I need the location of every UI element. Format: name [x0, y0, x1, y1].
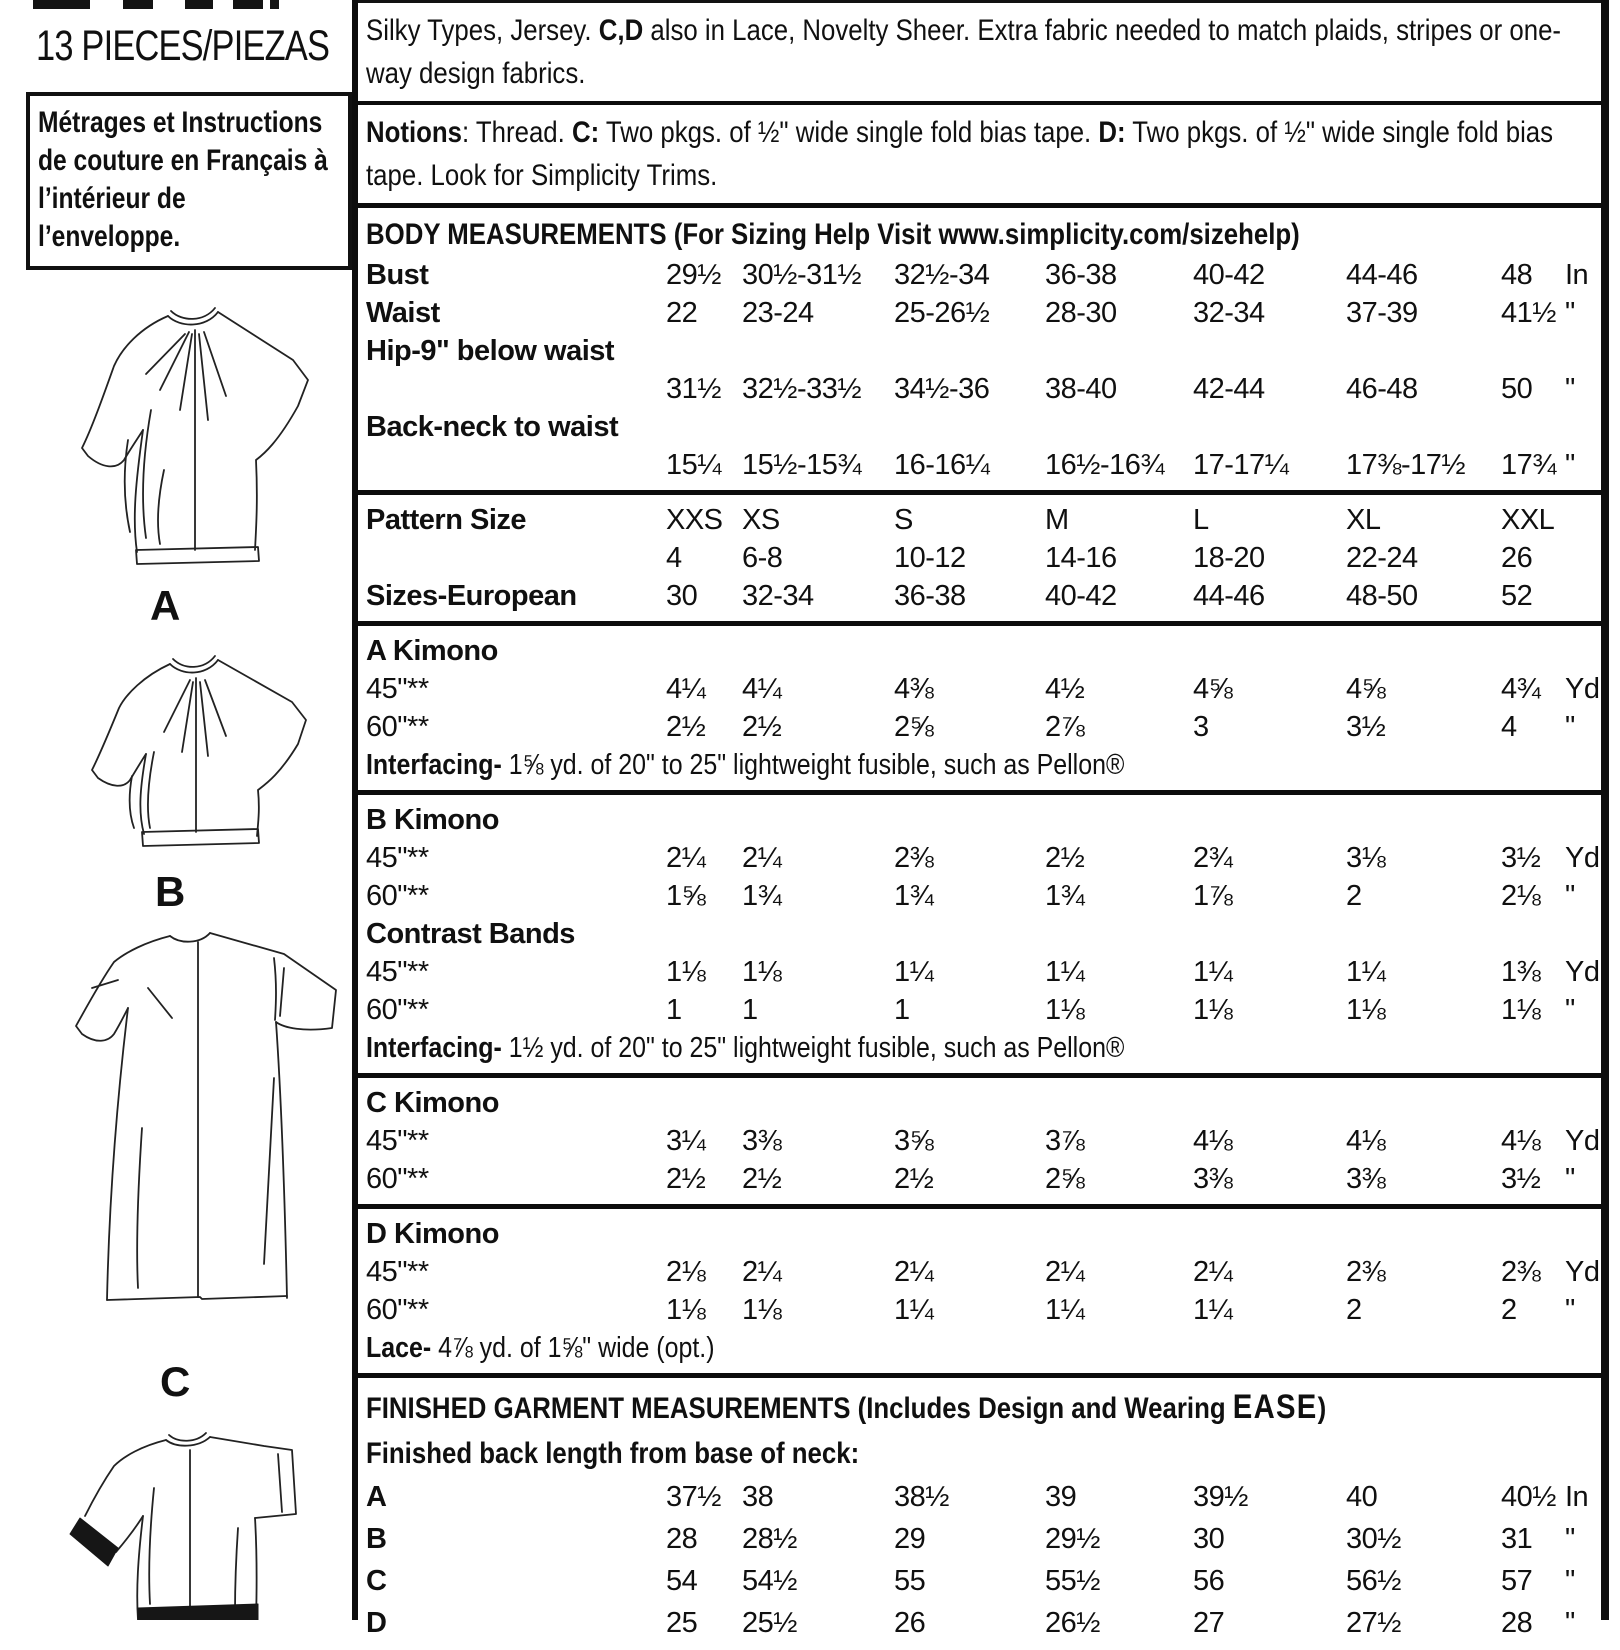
- cell-value: 1¼: [1045, 955, 1085, 988]
- cell-value: 4: [1501, 710, 1517, 743]
- cell-value: 32½-34: [894, 258, 990, 291]
- unit-cell: ": [1565, 448, 1575, 481]
- unit-cell: ": [1565, 993, 1575, 1026]
- table-row: [366, 953, 1600, 991]
- cell-value: 1¼: [894, 955, 934, 988]
- table-subheading-row: [366, 332, 1597, 370]
- row-label: Contrast Bands: [366, 917, 575, 950]
- cell-value: 54: [666, 1564, 698, 1597]
- cell-value: 55: [894, 1564, 926, 1597]
- cell-value: 1⅝: [666, 879, 706, 912]
- cell-value: 3¼: [666, 1124, 706, 1157]
- cell-value: 22: [666, 296, 698, 329]
- unit-cell: ": [1565, 1162, 1575, 1195]
- cell-value: 57: [1501, 1564, 1533, 1597]
- unit-cell: Yd: [1565, 1255, 1600, 1288]
- fabric-note: [358, 3, 1601, 105]
- interfacing-note: Interfacing- 1⅝ yd. of 20" to 25" lightweight fusible, such as Pellon®: [366, 748, 1125, 781]
- table-row: [366, 670, 1600, 708]
- table-row: [366, 877, 1597, 915]
- unit-cell: ": [1565, 1293, 1575, 1326]
- right-border: [1601, 0, 1609, 1620]
- row-label: Sizes-European: [366, 579, 577, 612]
- cell-value: 1⅛: [1045, 993, 1085, 1026]
- french-line: de couture en Français à: [38, 144, 328, 177]
- cell-value: 1: [742, 993, 758, 1026]
- cell-value: 48: [1501, 258, 1533, 291]
- cell-value: 23-24: [742, 296, 814, 329]
- cell-value: 39½: [1193, 1480, 1248, 1513]
- cell-value: 2: [1501, 1293, 1517, 1326]
- cell-value: 25½: [742, 1606, 797, 1639]
- table-row: [366, 539, 1597, 577]
- cell-value: 2⅜: [894, 841, 934, 874]
- cell-value: 29: [894, 1522, 926, 1555]
- body-measurements-table: [366, 256, 1597, 484]
- view-b-yardage-section: [358, 795, 1601, 1078]
- table-row: [366, 1160, 1597, 1198]
- table-row: [366, 256, 1597, 294]
- cell-value: 1: [894, 993, 910, 1026]
- french-instructions-box: [26, 92, 352, 270]
- garment-c-illustration: [52, 928, 346, 1340]
- pattern-size-table: [366, 501, 1597, 615]
- row-label: 45"**: [366, 955, 429, 988]
- table-row: [366, 1560, 1597, 1602]
- cell-value: 3⅜: [1346, 1162, 1386, 1195]
- row-label: Hip-9" below waist: [366, 334, 615, 367]
- body-measurements-section: [358, 208, 1601, 495]
- cropped-text-fragment: [185, 0, 213, 9]
- finished-subtitle: Finished back length from base of neck:: [366, 1437, 860, 1470]
- cell-value: M: [1045, 503, 1069, 536]
- cell-value: 4½: [1045, 672, 1085, 705]
- cell-value: 2⅜: [1501, 1255, 1541, 1288]
- cell-value: 15¼: [666, 448, 721, 481]
- cell-value: 1¼: [894, 1293, 934, 1326]
- cell-value: 2⅜: [1346, 1255, 1386, 1288]
- notions-note: [358, 105, 1601, 208]
- cell-value: 1¾: [1045, 879, 1085, 912]
- cell-value: 41½: [1501, 296, 1556, 329]
- yardage-table: [366, 839, 1600, 1029]
- cell-value: 37-39: [1346, 296, 1418, 329]
- table-row: [366, 577, 1597, 615]
- cell-value: 36-38: [1045, 258, 1117, 291]
- cell-value: 1¾: [742, 879, 782, 912]
- unit-cell: ": [1565, 1564, 1575, 1597]
- cell-value: 38½: [894, 1480, 949, 1513]
- cell-value: 2½: [1045, 841, 1085, 874]
- french-line: l’intérieur de: [38, 182, 186, 215]
- cell-value: 3⅞: [1045, 1124, 1085, 1157]
- cell-value: 16-16¼: [894, 448, 990, 481]
- cell-value: 1⅛: [742, 955, 782, 988]
- cell-value: 26: [1501, 541, 1533, 574]
- view-a-label: A: [150, 582, 181, 629]
- section-heading: B Kimono: [366, 803, 499, 836]
- cell-value: 32½-33½: [742, 372, 862, 405]
- cell-value: 44-46: [1193, 579, 1265, 612]
- cell-value: 1: [666, 993, 682, 1026]
- cell-value: 2¼: [742, 841, 782, 874]
- cell-value: 14-16: [1045, 541, 1117, 574]
- notions-text: Notions: Thread. C: Two pkgs. of ½" wide single fold bias tape. D: Two pkgs. of ½" wide single fold bias tape. Look for Simplicity Trims.: [366, 116, 1554, 192]
- cell-value: 56½: [1346, 1564, 1401, 1597]
- view-c-label: C: [160, 1358, 191, 1405]
- cell-value: 2½: [666, 1162, 706, 1195]
- cell-value: 3½: [1501, 841, 1541, 874]
- lace-note: Lace- 4⅞ yd. of 1⅝" wide (opt.): [366, 1331, 715, 1364]
- table-row: [366, 294, 1597, 332]
- cell-value: 42-44: [1193, 372, 1265, 405]
- view-c-yardage-section: [358, 1078, 1601, 1209]
- cell-value: 3½: [1501, 1162, 1541, 1195]
- cell-value: 40-42: [1045, 579, 1117, 612]
- view-d-yardage-section: [358, 1209, 1601, 1378]
- cell-value: 38-40: [1045, 372, 1117, 405]
- cell-value: 1¼: [1193, 955, 1233, 988]
- garment-d-illustration: [58, 1428, 310, 1620]
- row-label: A: [366, 1480, 387, 1513]
- cell-value: 2¼: [1193, 1255, 1233, 1288]
- cell-value: 40: [1346, 1480, 1378, 1513]
- section-heading: D Kimono: [366, 1217, 499, 1250]
- unit-cell: Yd: [1565, 955, 1600, 988]
- row-label: 60"**: [366, 879, 429, 912]
- unit-cell: In: [1565, 1480, 1589, 1513]
- cell-value: 4⅛: [1193, 1124, 1233, 1157]
- cell-value: 40-42: [1193, 258, 1265, 291]
- table-row: [366, 708, 1597, 746]
- view-b-label: B: [155, 868, 186, 915]
- row-label: 60"**: [366, 710, 429, 743]
- yardage-table: [366, 670, 1600, 746]
- cell-value: 4: [666, 541, 682, 574]
- cell-value: 16½-16¾: [1045, 448, 1165, 481]
- table-row: [366, 1291, 1597, 1329]
- cell-value: 1¼: [1193, 1293, 1233, 1326]
- cropped-text-fragment: [123, 0, 153, 9]
- cell-value: XL: [1346, 503, 1381, 536]
- right-panel: [358, 0, 1601, 1639]
- cell-value: 28½: [742, 1522, 797, 1555]
- cell-value: 2⅝: [1045, 1162, 1085, 1195]
- cell-value: 1⅛: [1346, 993, 1386, 1026]
- cell-value: XXL: [1501, 503, 1555, 536]
- cell-value: 17⅜-17½: [1346, 448, 1466, 481]
- cell-value: 2½: [742, 710, 782, 743]
- cell-value: 2¼: [666, 841, 706, 874]
- cell-value: 1⅞: [1193, 879, 1233, 912]
- yardage-table: [366, 1122, 1600, 1198]
- cell-value: 36-38: [894, 579, 966, 612]
- table-row: [366, 1253, 1600, 1291]
- cell-value: 18-20: [1193, 541, 1265, 574]
- finished-garment-section: [358, 1378, 1601, 1650]
- unit-cell: ": [1565, 372, 1575, 405]
- table-row: [366, 839, 1600, 877]
- cell-value: 4¾: [1501, 672, 1541, 705]
- cell-value: 1⅛: [666, 1293, 706, 1326]
- pattern-size-section: [358, 495, 1601, 626]
- table-row: [366, 501, 1597, 539]
- garment-a-illustration: [68, 300, 316, 576]
- unit-cell: Yd: [1565, 672, 1600, 705]
- cell-value: 40½: [1501, 1480, 1556, 1513]
- row-label: Bust: [366, 258, 429, 291]
- cell-value: 30: [1193, 1522, 1225, 1555]
- fabric-note-text: Silky Types, Jersey. C,D also in Lace, Novelty Sheer. Extra fabric needed to match plaids, stripes or one-way design fabrics.: [366, 14, 1562, 90]
- cell-value: 1¼: [1045, 1293, 1085, 1326]
- cell-value: 17¾: [1501, 448, 1556, 481]
- cell-value: 3½: [1346, 710, 1386, 743]
- table-subheading-row: [366, 408, 1597, 446]
- cell-value: 1⅛: [742, 1293, 782, 1326]
- cell-value: 4⅜: [894, 672, 934, 705]
- unit-cell: ": [1565, 710, 1575, 743]
- row-label: D: [366, 1606, 387, 1639]
- cell-value: 27½: [1346, 1606, 1401, 1639]
- table-row: [366, 1518, 1597, 1560]
- cell-value: 6-8: [742, 541, 783, 574]
- cell-value: 1⅛: [1501, 993, 1541, 1026]
- cell-value: 2⅛: [666, 1255, 706, 1288]
- table-row: [366, 991, 1597, 1029]
- cell-value: L: [1193, 503, 1209, 536]
- cell-value: 2: [1346, 1293, 1362, 1326]
- table-row: [366, 370, 1597, 408]
- cell-value: 2¼: [742, 1255, 782, 1288]
- unit-cell: ": [1565, 1606, 1575, 1639]
- cell-value: 26½: [1045, 1606, 1100, 1639]
- row-label: 45"**: [366, 672, 429, 705]
- cell-value: 28-30: [1045, 296, 1117, 329]
- cell-value: 55½: [1045, 1564, 1100, 1597]
- row-label: Pattern Size: [366, 503, 526, 536]
- cell-value: 1⅛: [1193, 993, 1233, 1026]
- cell-value: 31: [1501, 1522, 1533, 1555]
- table-row: [366, 446, 1597, 484]
- french-line: Métrages et Instructions: [38, 106, 323, 139]
- cropped-text-fragment: [33, 0, 90, 9]
- cell-value: S: [894, 503, 913, 536]
- cell-value: 4¼: [666, 672, 706, 705]
- cell-value: 1¾: [894, 879, 934, 912]
- row-label: 60"**: [366, 1162, 429, 1195]
- cell-value: 28: [1501, 1606, 1533, 1639]
- cell-value: 39: [1045, 1480, 1077, 1513]
- cell-value: 50: [1501, 372, 1533, 405]
- row-label: Back-neck to waist: [366, 410, 619, 443]
- cell-value: 26: [894, 1606, 926, 1639]
- table-row: [366, 1602, 1597, 1644]
- cell-value: 32-34: [742, 579, 814, 612]
- cell-value: 2¼: [1045, 1255, 1085, 1288]
- cropped-text-fragment: [233, 0, 263, 9]
- cell-value: 2¼: [894, 1255, 934, 1288]
- cell-value: 1⅛: [666, 955, 706, 988]
- row-label: 45"**: [366, 1255, 429, 1288]
- cell-value: 17-17¼: [1193, 448, 1289, 481]
- table-row: [366, 1122, 1600, 1160]
- cell-value: 4⅝: [1346, 672, 1386, 705]
- garment-b-illustration: [74, 648, 320, 862]
- row-label: 45"**: [366, 841, 429, 874]
- body-measurements-title: BODY MEASUREMENTS (For Sizing Help Visit www.simplicity.com/sizehelp): [366, 218, 1300, 251]
- view-a-yardage-section: [358, 626, 1601, 795]
- interfacing-note: Interfacing- 1½ yd. of 20" to 25" lightweight fusible, such as Pellon®: [366, 1031, 1125, 1064]
- section-heading: C Kimono: [366, 1086, 499, 1119]
- cell-value: 2: [1346, 879, 1362, 912]
- cell-value: 3⅝: [894, 1124, 934, 1157]
- unit-cell: In: [1565, 258, 1589, 291]
- finished-table: [366, 1476, 1597, 1644]
- cell-value: 1¼: [1346, 955, 1386, 988]
- cell-value: 3⅜: [742, 1124, 782, 1157]
- cell-value: 3⅛: [1346, 841, 1386, 874]
- cell-value: 1⅜: [1501, 955, 1541, 988]
- cell-value: 2½: [894, 1162, 934, 1195]
- cell-value: 28: [666, 1522, 698, 1555]
- cell-value: 29½: [666, 258, 721, 291]
- cell-value: 4⅝: [1193, 672, 1233, 705]
- cell-value: 2½: [742, 1162, 782, 1195]
- cell-value: 2½: [666, 710, 706, 743]
- cell-value: 15½-15¾: [742, 448, 862, 481]
- cell-value: 30½: [1346, 1522, 1401, 1555]
- cell-value: 32-34: [1193, 296, 1265, 329]
- table-row: [366, 1476, 1597, 1518]
- cell-value: 2⅝: [894, 710, 934, 743]
- cell-value: 30½-31½: [742, 258, 862, 291]
- cell-value: 25: [666, 1606, 698, 1639]
- left-column: [0, 0, 352, 1620]
- cell-value: 3⅜: [1193, 1162, 1233, 1195]
- cell-value: 29½: [1045, 1522, 1100, 1555]
- unit-cell: ": [1565, 879, 1575, 912]
- unit-cell: ": [1565, 296, 1575, 329]
- row-label: 60"**: [366, 993, 429, 1026]
- cell-value: 44-46: [1346, 258, 1418, 291]
- cell-value: 4¼: [742, 672, 782, 705]
- french-line: l’enveloppe.: [38, 220, 181, 253]
- row-label: 60"**: [366, 1293, 429, 1326]
- cell-value: 2¾: [1193, 841, 1233, 874]
- finished-title: FINISHED GARMENT MEASUREMENTS (Includes Design and Wearing EASE): [366, 1388, 1327, 1426]
- row-label: Waist: [366, 296, 440, 329]
- row-label: B: [366, 1522, 387, 1555]
- cell-value: 34½-36: [894, 372, 990, 405]
- unit-cell: Yd: [1565, 1124, 1600, 1157]
- cell-value: 52: [1501, 579, 1533, 612]
- cell-value: 38: [742, 1480, 774, 1513]
- cell-value: 2⅛: [1501, 879, 1541, 912]
- cell-value: 30: [666, 579, 698, 612]
- yardage-table: [366, 1253, 1600, 1329]
- section-heading: A Kimono: [366, 634, 498, 667]
- cell-value: 22-24: [1346, 541, 1418, 574]
- cell-value: XXS: [666, 503, 723, 536]
- row-label: 45"**: [366, 1124, 429, 1157]
- unit-cell: ": [1565, 1522, 1575, 1555]
- cell-value: 46-48: [1346, 372, 1418, 405]
- cell-value: 56: [1193, 1564, 1225, 1597]
- cell-value: 3: [1193, 710, 1209, 743]
- cell-value: 4⅛: [1346, 1124, 1386, 1157]
- row-label: C: [366, 1564, 387, 1597]
- cell-value: 27: [1193, 1606, 1225, 1639]
- unit-cell: Yd: [1565, 841, 1600, 874]
- cell-value: 31½: [666, 372, 721, 405]
- cell-value: XS: [742, 503, 780, 536]
- pieces-heading: 13 PIECES/PIEZAS: [36, 22, 330, 70]
- cropped-text-fragment: [270, 0, 279, 9]
- cell-value: 10-12: [894, 541, 966, 574]
- cell-value: 37½: [666, 1480, 721, 1513]
- table-subheading-row: [366, 915, 1597, 953]
- cell-value: 48-50: [1346, 579, 1418, 612]
- cell-value: 2⅞: [1045, 710, 1085, 743]
- cell-value: 4⅛: [1501, 1124, 1541, 1157]
- cell-value: 25-26½: [894, 296, 990, 329]
- cell-value: 54½: [742, 1564, 797, 1597]
